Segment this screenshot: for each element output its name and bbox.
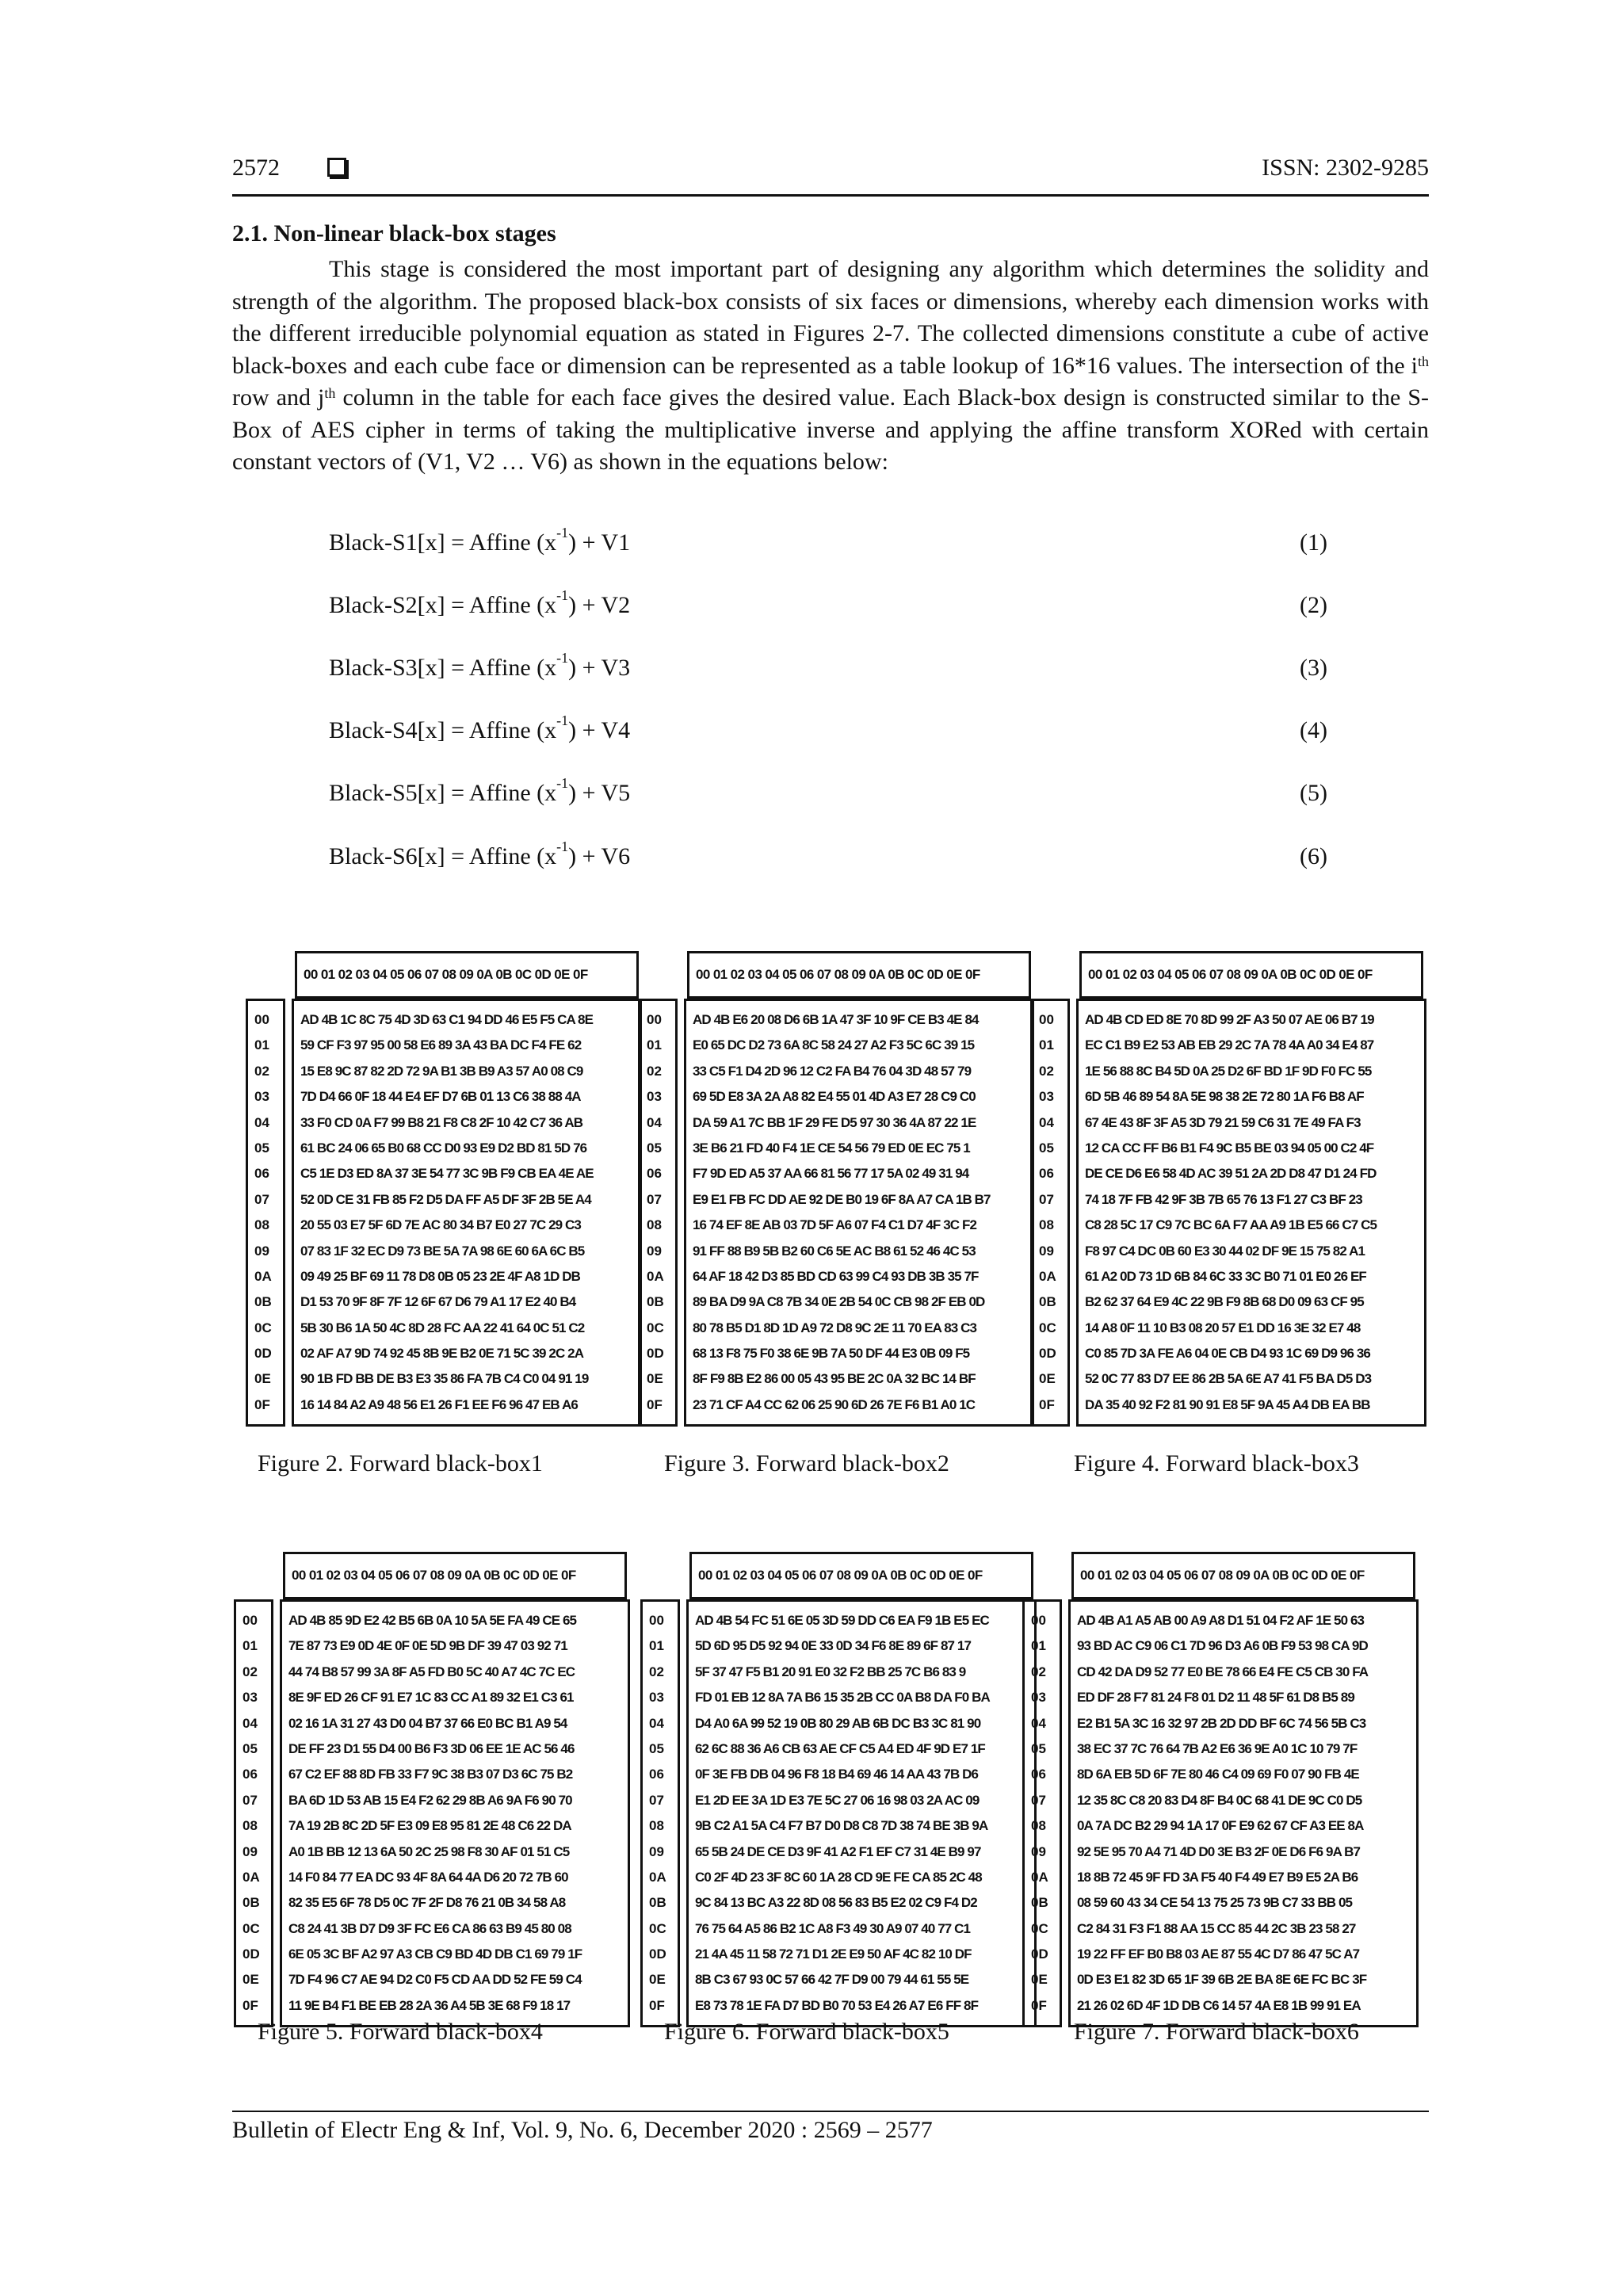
table-row: 02 16 1A 31 27 43 D0 04 B7 37 66 E0 BC B1 A9 54	[288, 1715, 567, 1731]
row-label: 0A	[1039, 1268, 1056, 1284]
table-row: ED DF 28 F7 81 24 F8 01 D2 11 48 5F 61 D8 B5 89	[1077, 1690, 1354, 1706]
row-label: 07	[242, 1792, 258, 1808]
row-label: 07	[649, 1792, 664, 1808]
table-row: 38 EC 37 7C 76 64 7B A2 E6 36 9E A0 1C 10 79 7F	[1077, 1740, 1358, 1756]
equation-number: (6)	[1300, 843, 1327, 869]
table-row: 44 74 B8 57 99 3A 8F A5 FD B0 5C 40 A7 4C 7C EC	[288, 1664, 575, 1679]
row-label: 0F	[242, 1997, 258, 2013]
box-bullet-icon	[327, 158, 346, 177]
table-row: 91 FF 88 B9 5B B2 60 C6 5E AC B8 61 52 46 4C 53	[693, 1243, 976, 1259]
row-label: 0F	[1039, 1396, 1055, 1412]
table-row: D4 A0 6A 99 52 19 0B 80 29 AB 6B DC B3 3C 81 90	[695, 1715, 981, 1731]
row-label: 03	[649, 1690, 664, 1706]
table-row: 82 35 E5 6F 78 D5 0C 7F 2F D8 76 21 0B 34 58 A8	[288, 1895, 566, 1911]
row-label: 0A	[647, 1268, 664, 1284]
table-row: FD 01 EB 12 8A 7A B6 15 35 2B CC 0A B8 DA F0 BA	[695, 1690, 990, 1706]
row-label: 0E	[242, 1972, 259, 1988]
equation-lhs: Black-S5[x] = Affine $(x^{-1}) + V5$	[329, 775, 631, 806]
row-label: 06	[649, 1767, 664, 1782]
row-label: 03	[647, 1089, 662, 1105]
table-row: 92 5E 95 70 A4 71 4D D0 3E B3 2F 0E D6 F6 9A B7	[1077, 1843, 1361, 1859]
row-label: 0B	[1031, 1895, 1048, 1911]
table-row: AD 4B 1C 8C 75 4D 3D 63 C1 94 DD 46 E5 F5 CA 8E	[300, 1012, 594, 1027]
table-row: C5 1E D3 ED 8A 37 3E 54 77 3C 9B F9 CB EA 4E AE	[300, 1166, 594, 1182]
table-row: 1E 56 88 8C B4 5D 0A 25 D2 6F BD 1F 9D F0 FC 55	[1085, 1063, 1372, 1079]
table-row: 09 49 25 BF 69 11 78 D8 0B 05 23 2E 4F A8 1D DB	[300, 1268, 581, 1284]
table-row: B2 62 37 64 E9 4C 22 9B F9 8B 68 D0 09 63 CF 95	[1085, 1294, 1364, 1310]
row-label: 0D	[242, 1946, 260, 1962]
table-row: CD 42 DA D9 52 77 E0 BE 78 66 E4 FE C5 CB 30 FA	[1077, 1664, 1369, 1679]
equation-number: (1)	[1300, 529, 1327, 556]
equation-5	[329, 775, 1327, 812]
equation-lhs: Black-S1[x] = Affine $(x^{-1}) + V1$	[329, 525, 631, 556]
table-row: 23 71 CF A4 CC 62 06 25 90 6D 26 7E F6 B1 A0 1C	[693, 1396, 976, 1412]
table-row: C8 24 41 3B D7 D9 3F FC E6 CA 86 63 B9 45 80 08	[288, 1920, 571, 1936]
row-label: 05	[649, 1740, 664, 1756]
table-row: 93 BD AC C9 06 C1 7D 96 D3 A6 0B F9 53 98 CA 9D	[1077, 1638, 1368, 1654]
row-label: 0F	[647, 1396, 663, 1412]
table-row: E1 2D EE 3A 1D E3 7E 5C 27 06 16 98 03 2A AC 09	[695, 1792, 980, 1808]
row-label: 07	[254, 1191, 269, 1207]
row-label: 01	[242, 1638, 258, 1654]
row-label: 01	[649, 1638, 664, 1654]
table-row: 0D E3 E1 82 3D 65 1F 39 6B 2E BA 8E 6E FC BC 3F	[1077, 1972, 1367, 1988]
row-label: 0B	[242, 1895, 260, 1911]
figure-caption: Figure 7. Forward black-box6	[1074, 2019, 1359, 2045]
row-label: 07	[1039, 1191, 1054, 1207]
table-row: 33 C5 F1 D4 2D 96 12 C2 FA B4 76 04 3D 48 57 79	[693, 1063, 972, 1079]
row-label: 03	[254, 1089, 269, 1105]
table-row: 59 CF F3 97 95 00 58 E6 89 3A 43 BA DC F4 FE 62	[300, 1037, 582, 1053]
row-label: 0E	[1031, 1972, 1048, 1988]
figure-column-header: 00 01 02 03 04 05 06 07 08 09 0A 0B 0C 0D 0E 0F	[283, 1552, 627, 1599]
equation-number: (4)	[1300, 717, 1327, 743]
row-label: 04	[1031, 1715, 1046, 1731]
row-label: 0C	[242, 1920, 260, 1936]
table-row: 14 F0 84 77 EA DC 93 4F 8A 64 4A D6 20 72 7B 60	[288, 1869, 568, 1885]
row-label: 0B	[647, 1294, 664, 1310]
row-label: 01	[1031, 1638, 1046, 1654]
table-row: 07 83 1F 32 EC D9 73 BE 5A 7A 98 6E 60 6A 6C B5	[300, 1243, 585, 1259]
table-row: 3E B6 21 FD 40 F4 1E CE 54 56 79 ED 0E EC 75 1	[693, 1140, 970, 1156]
figure-value-grid	[1068, 1599, 1419, 2027]
figure-column-header: 00 01 02 03 04 05 06 07 08 09 0A 0B 0C 0D 0E 0F	[1079, 951, 1423, 999]
page-footer: Bulletin of Electr Eng & Inf, Vol. 9, No. 6, December 2020 : 2569 – 2577	[232, 2111, 1429, 2144]
table-row: DE FF 23 D1 55 D4 00 B6 F3 3D 06 EE 1E AC 56 46	[288, 1740, 575, 1756]
row-label: 0C	[1031, 1920, 1048, 1936]
figure-forward-black-box1	[246, 951, 642, 1428]
row-label: 08	[647, 1217, 662, 1233]
table-row: 65 5B 24 DE CE D3 9F 41 A2 F1 EF C7 31 4E B9 97	[695, 1843, 981, 1859]
row-label: 06	[647, 1166, 662, 1182]
table-row: 0F 3E FB DB 04 96 F8 18 B4 69 46 14 AA 43 7B D6	[695, 1767, 979, 1782]
body-paragraph: This stage is considered the most important part of designing any algorithm which determines the solidity and strength of the algorithm. The proposed black-box consists of six faces or dimensions, whereby each dimension works with the different irreducible polynomial equation as stated in Figures 2-7. The collected dimensions constitute a cube of active black-boxes and each cube face or dimension can be represented as a table lookup of 16*16 values. The intersection of the $i^{th}$ row and $j^{th}$ column in the table for each face gives the desired value. Each Black-box design is constructed similar to the S-Box of AES cipher in terms of taking the multiplicative inverse and applying the affine transform XORed with certain constant vectors of (V1, V2 … V6) as shown in the equations below:	[232, 256, 1429, 475]
row-label: 0B	[649, 1895, 666, 1911]
section-title: 2.1. Non-linear black-box stages	[232, 220, 556, 246]
table-row: 90 1B FD BB DE B3 E3 35 86 FA 7B C4 C0 04 91 19	[300, 1371, 589, 1387]
table-row: 6E 05 3C BF A2 97 A3 CB C9 BD 4D DB C1 69 79 1F	[288, 1946, 582, 1962]
row-label: 0D	[1031, 1946, 1048, 1962]
equation-number: (3)	[1300, 655, 1327, 681]
figure-row-labels	[246, 999, 285, 1427]
table-row: BA 6D 1D 53 AB 15 E4 F2 62 29 8B A6 9A F6 90 70	[288, 1792, 572, 1808]
page-number: 2572	[232, 155, 280, 181]
row-label: 0D	[254, 1346, 272, 1362]
row-label: 05	[242, 1740, 258, 1756]
row-label: 0E	[254, 1371, 271, 1387]
table-row: 08 59 60 43 34 CE 54 13 75 25 73 9B C7 33 BB 05	[1077, 1895, 1353, 1911]
row-label: 0C	[1039, 1320, 1056, 1335]
row-label: 03	[1031, 1690, 1046, 1706]
table-row: 52 0C 77 83 D7 EE 86 2B 5A 6E A7 41 F5 BA D5 D3	[1085, 1371, 1372, 1387]
row-label: 05	[1031, 1740, 1046, 1756]
table-row: AD 4B A1 A5 AB 00 A9 A8 D1 51 04 F2 AF 1E 50 63	[1077, 1613, 1365, 1628]
equation-4	[329, 712, 1327, 749]
table-row: DA 35 40 92 F2 81 90 91 E8 5F 9A 45 A4 DB EA BB	[1085, 1396, 1370, 1412]
row-label: 09	[1031, 1843, 1046, 1859]
row-label: 00	[1039, 1012, 1054, 1027]
row-label: 08	[254, 1217, 269, 1233]
table-row: 5F 37 47 F5 B1 20 91 E0 32 F2 BB 25 7C B6 83 9	[695, 1664, 966, 1679]
row-label: 0B	[254, 1294, 272, 1310]
figure-row-labels	[640, 1599, 680, 2027]
row-label: 00	[254, 1012, 269, 1027]
table-row: D1 53 70 9F 8F 7F 12 6F 67 D6 79 A1 17 E2 40 B4	[300, 1294, 576, 1310]
figure-row-labels	[1022, 1599, 1062, 2027]
table-row: 14 A8 0F 11 10 B3 08 20 57 E1 DD 16 3E 32 E7 48	[1085, 1320, 1361, 1335]
figure-caption: Figure 4. Forward black-box3	[1074, 1450, 1359, 1477]
figure-forward-black-box3	[1030, 951, 1426, 1428]
table-row: 61 BC 24 06 65 B0 68 CC D0 93 E9 D2 BD 81 5D 76	[300, 1140, 587, 1156]
figure-forward-black-box4	[234, 1552, 630, 2029]
row-label: 08	[242, 1818, 258, 1834]
table-row: C0 85 7D 3A FE A6 04 0E CB D4 93 1C 69 D9 96 36	[1085, 1346, 1370, 1362]
figure-value-grid	[684, 999, 1034, 1427]
equation-3	[329, 650, 1327, 686]
equation-2	[329, 587, 1327, 624]
row-label: 05	[254, 1140, 269, 1156]
table-row: AD 4B E6 20 08 D6 6B 1A 47 3F 10 9F CE B3 4E 84	[693, 1012, 979, 1027]
row-label: 00	[649, 1613, 664, 1628]
table-row: C0 2F 4D 23 3F 8C 60 1A 28 CD 9E FE CA 85 2C 48	[695, 1869, 982, 1885]
row-label: 09	[254, 1243, 269, 1259]
row-label: 0D	[649, 1946, 666, 1962]
row-label: 0F	[254, 1396, 270, 1412]
issn: ISSN: 2302-9285	[1262, 155, 1429, 181]
figure-value-grid	[280, 1599, 630, 2027]
table-row: 21 4A 45 11 58 72 71 D1 2E E9 50 AF 4C 82 10 DF	[695, 1946, 972, 1962]
equation-number: (2)	[1300, 592, 1327, 618]
table-row: AD 4B 85 9D E2 42 B5 6B 0A 10 5A 5E FA 49 CE 65	[288, 1613, 577, 1628]
row-label: 0A	[242, 1869, 260, 1885]
figure-caption: Figure 6. Forward black-box5	[664, 2019, 949, 2045]
row-label: 00	[242, 1613, 258, 1628]
table-row: 21 26 02 6D 4F 1D DB C6 14 57 4A E8 1B 99 91 EA	[1077, 1997, 1361, 2013]
table-row: 20 55 03 E7 5F 6D 7E AC 80 34 B7 E0 27 7C 29 C3	[300, 1217, 581, 1233]
table-row: 19 22 FF EF B0 B8 03 AE 87 55 4C D7 86 47 5C A7	[1077, 1946, 1360, 1962]
row-label: 00	[1031, 1613, 1046, 1628]
table-row: 74 18 7F FB 42 9F 3B 7B 65 76 13 F1 27 C3 BF 23	[1085, 1191, 1362, 1207]
row-label: 0D	[647, 1346, 664, 1362]
row-label: 0A	[254, 1268, 272, 1284]
table-row: E0 65 DC D2 73 6A 8C 58 24 27 A2 F3 5C 6C 39 15	[693, 1037, 975, 1053]
row-label: 06	[1039, 1166, 1054, 1182]
figure-caption: Figure 5. Forward black-box4	[258, 2019, 543, 2045]
table-row: 02 AF A7 9D 74 92 45 8B 9E B2 0E 71 5C 39 2C 2A	[300, 1346, 584, 1362]
table-row: 7D F4 96 C7 AE 94 D2 C0 F5 CD AA DD 52 FE 59 C4	[288, 1972, 582, 1988]
table-row: 61 A2 0D 73 1D 6B 84 6C 33 3C B0 71 01 E0 26 EF	[1085, 1268, 1366, 1284]
row-label: 0A	[1031, 1869, 1048, 1885]
equation-lhs: Black-S6[x] = Affine $(x^{-1}) + V6$	[329, 839, 631, 869]
row-label: 0C	[647, 1320, 664, 1335]
row-label: 08	[649, 1818, 664, 1834]
table-row: 5D 6D 95 D5 92 94 0E 33 0D 34 F6 8E 89 6F 87 17	[695, 1638, 972, 1654]
table-row: 7D D4 66 0F 18 44 E4 EF D7 6B 01 13 C6 38 88 4A	[300, 1089, 581, 1105]
figure-forward-black-box5	[640, 1552, 1037, 2029]
page-header	[232, 155, 1429, 197]
table-row: 16 74 EF 8E AB 03 7D 5F A6 07 F4 C1 D7 4F 3C F2	[693, 1217, 977, 1233]
equation-lhs: Black-S4[x] = Affine $(x^{-1}) + V4$	[329, 712, 631, 743]
equation-1	[329, 525, 1327, 561]
row-label: 08	[1039, 1217, 1054, 1233]
table-row: 80 78 B5 D1 8D 1D A9 72 D8 9C 2E 11 70 EA 83 C3	[693, 1320, 977, 1335]
row-label: 04	[1039, 1114, 1054, 1130]
figure-forward-black-box2	[638, 951, 1034, 1428]
table-row: 12 35 8C C8 20 83 D4 8F B4 0C 68 41 DE 9C C0 D5	[1077, 1792, 1362, 1808]
row-label: 06	[242, 1767, 258, 1782]
row-label: 02	[1039, 1063, 1054, 1079]
equation-number: (5)	[1300, 780, 1327, 806]
figure-forward-black-box6	[1022, 1552, 1419, 2029]
table-row: 7A 19 2B 8C 2D 5F E3 09 E8 95 81 2E 48 C6 22 DA	[288, 1818, 571, 1834]
row-label: 03	[242, 1690, 258, 1706]
table-row: 12 CA CC FF B6 B1 F4 9C B5 BE 03 94 05 00 C2 4F	[1085, 1140, 1374, 1156]
row-label: 0F	[649, 1997, 665, 2013]
table-row: C8 28 5C 17 C9 7C BC 6A F7 AA A9 1B E5 66 C7 C5	[1085, 1217, 1377, 1233]
row-label: 06	[254, 1166, 269, 1182]
table-row: 18 8B 72 45 9F FD 3A F5 40 F4 49 E7 B9 E5 2A B6	[1077, 1869, 1358, 1885]
figure-value-grid	[1076, 999, 1426, 1427]
figure-column-header: 00 01 02 03 04 05 06 07 08 09 0A 0B 0C 0D 0E 0F	[1071, 1552, 1415, 1599]
row-label: 02	[649, 1664, 664, 1679]
row-label: 02	[254, 1063, 269, 1079]
row-label: 0C	[649, 1920, 666, 1936]
row-label: 01	[1039, 1037, 1054, 1053]
row-label: 0B	[1039, 1294, 1056, 1310]
equation-lhs: Black-S2[x] = Affine $(x^{-1}) + V2$	[329, 587, 631, 618]
table-row: 67 C2 EF 88 8D FB 33 F7 9C 38 B3 07 D3 6C 75 B2	[288, 1767, 573, 1782]
row-label: 02	[647, 1063, 662, 1079]
table-row: 5B 30 B6 1A 50 4C 8D 28 FC AA 22 41 64 0C 51 C2	[300, 1320, 585, 1335]
table-row: 68 13 F8 75 F0 38 6E 9B 7A 50 DF 44 E3 0B 09 F5	[693, 1346, 970, 1362]
table-row: EC C1 B9 E2 53 AB EB 29 2C 7A 78 4A A0 34 E4 87	[1085, 1037, 1374, 1053]
figure-row-labels	[638, 999, 678, 1427]
table-row: 8E 9F ED 26 CF 91 E7 1C 83 CC A1 89 32 E1 C3 61	[288, 1690, 574, 1706]
table-row: 67 4E 43 8F 3F A5 3D 79 21 59 C6 31 7E 49 FA F3	[1085, 1114, 1361, 1130]
figure-row-labels	[234, 1599, 273, 2027]
table-row: 6D 5B 46 89 54 8A 5E 98 38 2E 72 80 1A F6 B8 AF	[1085, 1089, 1364, 1105]
table-row: 62 6C 88 36 A6 CB 63 AE CF C5 A4 ED 4F 9D E7 1F	[695, 1740, 985, 1756]
row-label: 01	[647, 1037, 662, 1053]
figure-caption: Figure 2. Forward black-box1	[258, 1450, 543, 1477]
row-label: 0E	[1039, 1371, 1056, 1387]
row-label: 0F	[1031, 1997, 1047, 2013]
row-label: 0C	[254, 1320, 272, 1335]
table-row: 33 F0 CD 0A F7 99 B8 21 F8 C8 2F 10 42 C7 36 AB	[300, 1114, 583, 1130]
figure-value-grid	[686, 1599, 1037, 2027]
row-label: 0E	[649, 1972, 666, 1988]
figure-row-labels	[1030, 999, 1070, 1427]
table-row: F7 9D ED A5 37 AA 66 81 56 77 17 5A 02 49 31 94	[693, 1166, 969, 1182]
row-label: 09	[647, 1243, 662, 1259]
row-label: 04	[647, 1114, 662, 1130]
table-row: A0 1B BB 12 13 6A 50 2C 25 98 F8 30 AF 01 51 C5	[288, 1843, 570, 1859]
table-row: 9B C2 A1 5A C4 F7 B7 D0 D8 C8 7D 38 74 BE 3B 9A	[695, 1818, 988, 1834]
table-row: 9C 84 13 BC A3 22 8D 08 56 83 B5 E2 02 C9 F4 D2	[695, 1895, 977, 1911]
table-row: 0A 7A DC B2 29 94 1A 17 0F E9 62 67 CF A3 EE 8A	[1077, 1818, 1364, 1834]
table-row: 15 E8 9C 87 82 2D 72 9A B1 3B B9 A3 57 A0 08 C9	[300, 1063, 583, 1079]
equation-lhs: Black-S3[x] = Affine $(x^{-1}) + V3$	[329, 650, 631, 681]
table-row: E2 B1 5A 3C 16 32 97 2B 2D DD BF 6C 74 56 5B C3	[1077, 1715, 1366, 1731]
row-label: 05	[647, 1140, 662, 1156]
table-row: 8B C3 67 93 0C 57 66 42 7F D9 00 79 44 61 55 5E	[695, 1972, 969, 1988]
row-label: 04	[649, 1715, 664, 1731]
figure-column-header: 00 01 02 03 04 05 06 07 08 09 0A 0B 0C 0D 0E 0F	[687, 951, 1031, 999]
row-label: 01	[254, 1037, 269, 1053]
row-label: 05	[1039, 1140, 1054, 1156]
row-label: 07	[1031, 1792, 1046, 1808]
table-row: E8 73 78 1E FA D7 BD B0 70 53 E4 26 A7 E6 FF 8F	[695, 1997, 979, 2013]
row-label: 06	[1031, 1767, 1046, 1782]
row-label: 0A	[649, 1869, 666, 1885]
row-label: 00	[647, 1012, 662, 1027]
figure-value-grid	[292, 999, 642, 1427]
row-label: 09	[242, 1843, 258, 1859]
table-row: C2 84 31 F3 F1 88 AA 15 CC 85 44 2C 3B 23 58 27	[1077, 1920, 1356, 1936]
table-row: DE CE D6 E6 58 4D AC 39 51 2A 2D D8 47 D1 24 FD	[1085, 1166, 1377, 1182]
row-label: 07	[647, 1191, 662, 1207]
figure-column-header: 00 01 02 03 04 05 06 07 08 09 0A 0B 0C 0D 0E 0F	[295, 951, 639, 999]
table-row: 8F F9 8B E2 86 00 05 43 95 BE 2C 0A 32 BC 14 BF	[693, 1371, 976, 1387]
table-row: 52 0D CE 31 FB 85 F2 D5 DA FF A5 DF 3F 2B 5E A4	[300, 1191, 591, 1207]
row-label: 08	[1031, 1818, 1046, 1834]
table-row: DA 59 A1 7C BB 1F 29 FE D5 97 30 36 4A 87 22 1E	[693, 1114, 976, 1130]
table-row: 16 14 84 A2 A9 48 56 E1 26 F1 EE F6 96 47 EB A6	[300, 1396, 578, 1412]
row-label: 04	[254, 1114, 269, 1130]
table-row: 69 5D E8 3A 2A A8 82 E4 55 01 4D A3 E7 28 C9 C0	[693, 1089, 976, 1105]
figure-column-header: 00 01 02 03 04 05 06 07 08 09 0A 0B 0C 0D 0E 0F	[689, 1552, 1033, 1599]
table-row: AD 4B CD ED 8E 70 8D 99 2F A3 50 07 AE 06 B7 19	[1085, 1012, 1374, 1027]
row-label: 0E	[647, 1371, 663, 1387]
equation-6	[329, 839, 1327, 875]
row-label: 09	[1039, 1243, 1054, 1259]
table-row: 8D 6A EB 5D 6F 7E 80 46 C4 09 69 F0 07 90 FB 4E	[1077, 1767, 1359, 1782]
table-row: 64 AF 18 42 D3 85 BD CD 63 99 C4 93 DB 3B 35 7F	[693, 1268, 979, 1284]
table-row: 89 BA D9 9A C8 7B 34 0E 2B 54 0C CB 98 2F EB 0D	[693, 1294, 985, 1310]
row-label: 02	[1031, 1664, 1046, 1679]
table-row: E9 E1 FB FC DD AE 92 DE B0 19 6F 8A A7 CA 1B B7	[693, 1191, 991, 1207]
table-row: 7E 87 73 E9 0D 4E 0F 0E 5D 9B DF 39 47 03 92 71	[288, 1638, 567, 1654]
figure-caption: Figure 3. Forward black-box2	[664, 1450, 949, 1477]
row-label: 0D	[1039, 1346, 1056, 1362]
table-row: F8 97 C4 DC 0B 60 E3 30 44 02 DF 9E 15 75 82 A1	[1085, 1243, 1365, 1259]
table-row: 76 75 64 A5 86 B2 1C A8 F3 49 30 A9 07 40 77 C1	[695, 1920, 971, 1936]
row-label: 02	[242, 1664, 258, 1679]
table-row: AD 4B 54 FC 51 6E 05 3D 59 DD C6 EA F9 1B E5 EC	[695, 1613, 989, 1628]
row-label: 03	[1039, 1089, 1054, 1105]
table-row: 11 9E B4 F1 BE EB 28 2A 36 A4 5B 3E 68 F9 18 17	[288, 1997, 571, 2013]
row-label: 09	[649, 1843, 664, 1859]
row-label: 04	[242, 1715, 258, 1731]
